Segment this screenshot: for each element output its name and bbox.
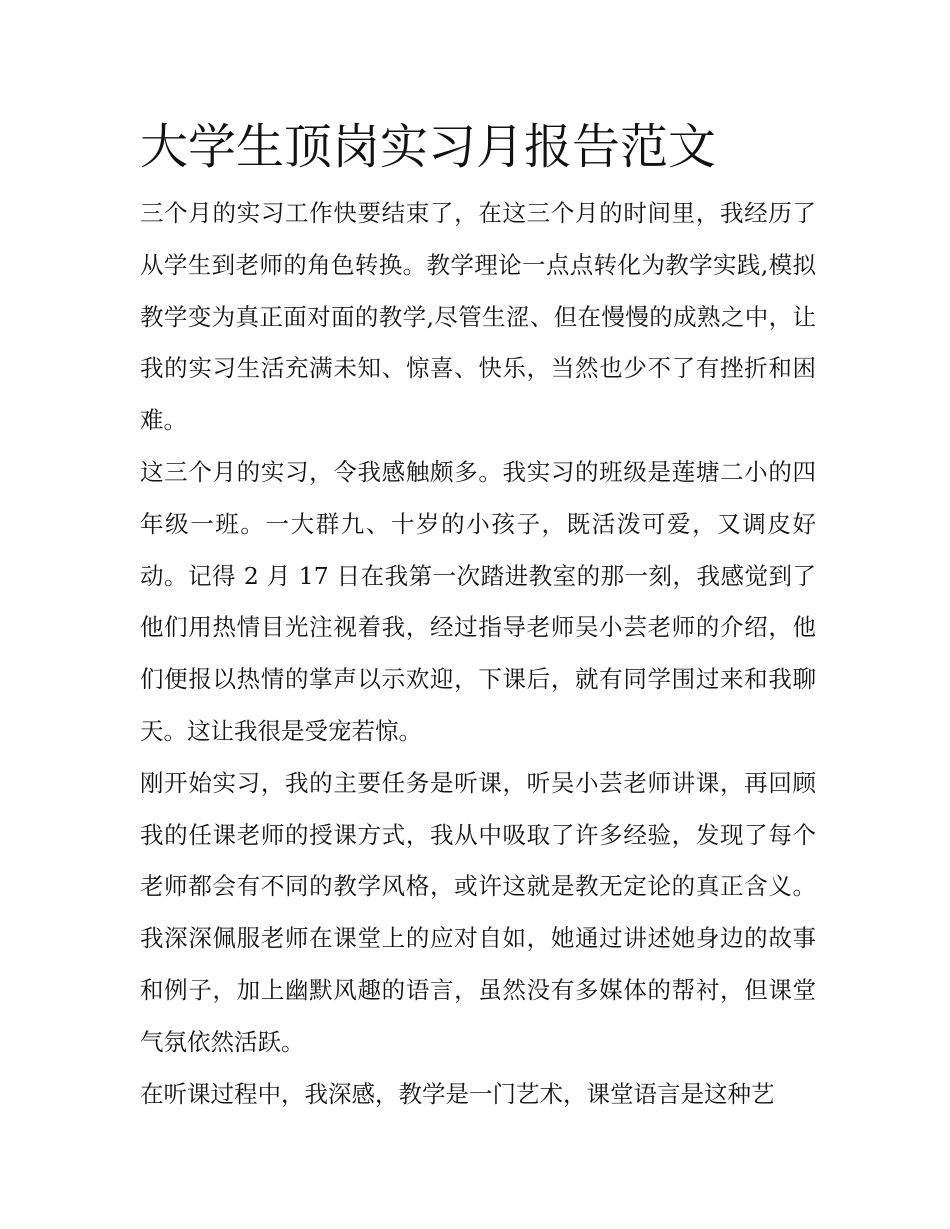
paragraph-3: 刚开始实习，我的主要任务是听课，听吴小芸老师讲课，再回顾我的任课老师的授课方式，我从中吸取了许多经验，发现了每个老师都会有不同的教学风格，或许这就是教无定论的真正含义。我深深佩服老师在课堂上的应对自如，她通过讲述她身边的故事和例子，加上幽默风趣的语言，虽然没有多媒体的帮衬，但课堂气氛依然活跃。 [140, 768, 816, 1056]
paragraph-2: 这三个月的实习，令我感触颇多。我实习的班级是莲塘二小的四年级一班。一大群九、十岁的小孩子，既活泼可爱，又调皮好动。记得 2 月 17 日在我第一次踏进教室的那一刻，我感觉到了他们用热情目光注视着我，经过指导老师吴小芸老师的介绍，他们便报以热情的掌声以示欢迎，下课后，就有同学围过来和我聊天。这让我很是受宠若惊。 [140, 457, 816, 745]
document-page [140, 114, 816, 1120]
document-title: 大学生顶岗实习月报告范文 [140, 119, 717, 175]
paragraph-1: 三个月的实习工作快要结束了，在这三个月的时间里，我经历了从学生到老师的角色转换。教学理论一点点转化为教学实践,模拟教学变为真正面对面的教学,尽管生涩、但在慢慢的成熟之中，让我的实习生活充满未知、惊喜、快乐，当然也少不了有挫折和困难。 [140, 199, 816, 435]
paragraph-4: 在听课过程中，我深感，教学是一门艺术，课堂语言是这种艺 [140, 1079, 775, 1108]
